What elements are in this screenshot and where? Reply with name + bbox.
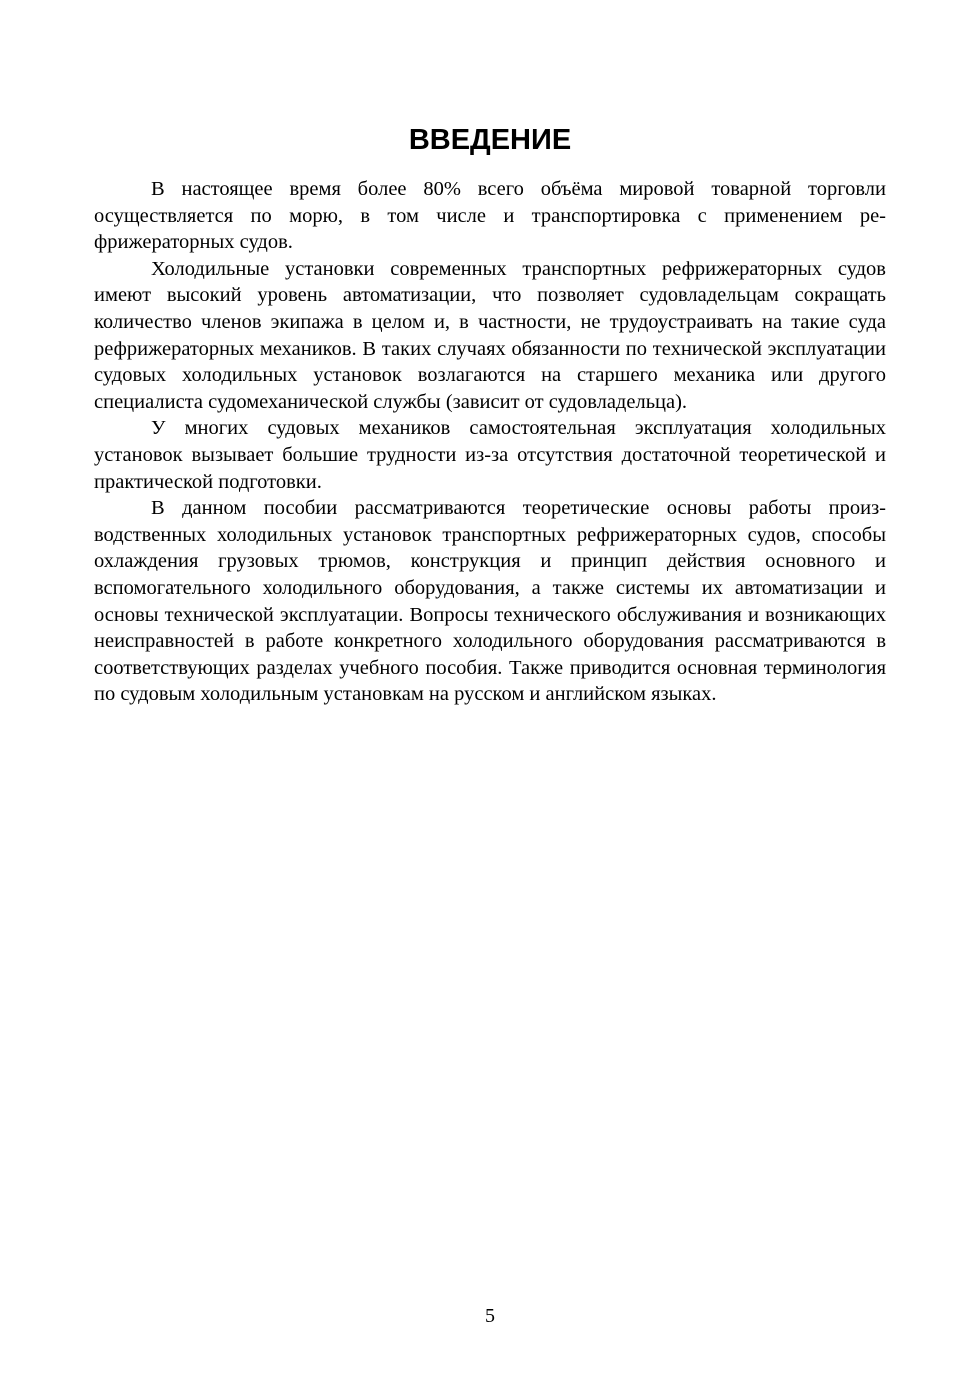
section-title: ВВЕДЕНИЕ (408, 124, 572, 156)
page-number: 5 (485, 1305, 495, 1327)
paragraph-1: В настоящее время более 80% всего объёма мировой товарной торговли осуществляется по морю, в том числе и транспортировка с применением рефрижераторных судов. (94, 178, 886, 254)
paragraph-4: В данном пособии рассматриваются теоретические основы работы производственных холодильных установок транспортных рефрижераторных судов, способы охлаждения грузовых трюмов, конструкция и принцип действия основного и вспомогательного холодильного оборудования, а также системы их автоматизации и основы технической эксплуатации. Вопросы технического обслуживания и возникающих неисправностей в работе конкретного холодильного оборудования рассматриваются в соответствующих разделах учебного пособия. Также приводится основная терминология по судовым холодильным установкам на русском и английском языках. (94, 497, 886, 706)
body-text (94, 176, 886, 708)
paragraph-3: У многих судовых механиков самостоятельная эксплуатация холодильных установок вызывает большие трудности из-за отсутствия достаточной теоретической и практической подготовки. (94, 417, 886, 493)
paragraph-2: Холодильные установки современных транспортных рефрижераторных судов имеют высокий уровень автоматизации, что позволяет судовладельцам сокращать количество членов экипажа в целом и, в частности, не трудоустраивать на такие суда рефрижераторных механиков. В таких случаях обязанности по технической эксплуатации судовых холодильных установок возлагаются на старшего механика или другого специалиста судомеханической службы (зависит от судовладельца). (94, 257, 886, 413)
